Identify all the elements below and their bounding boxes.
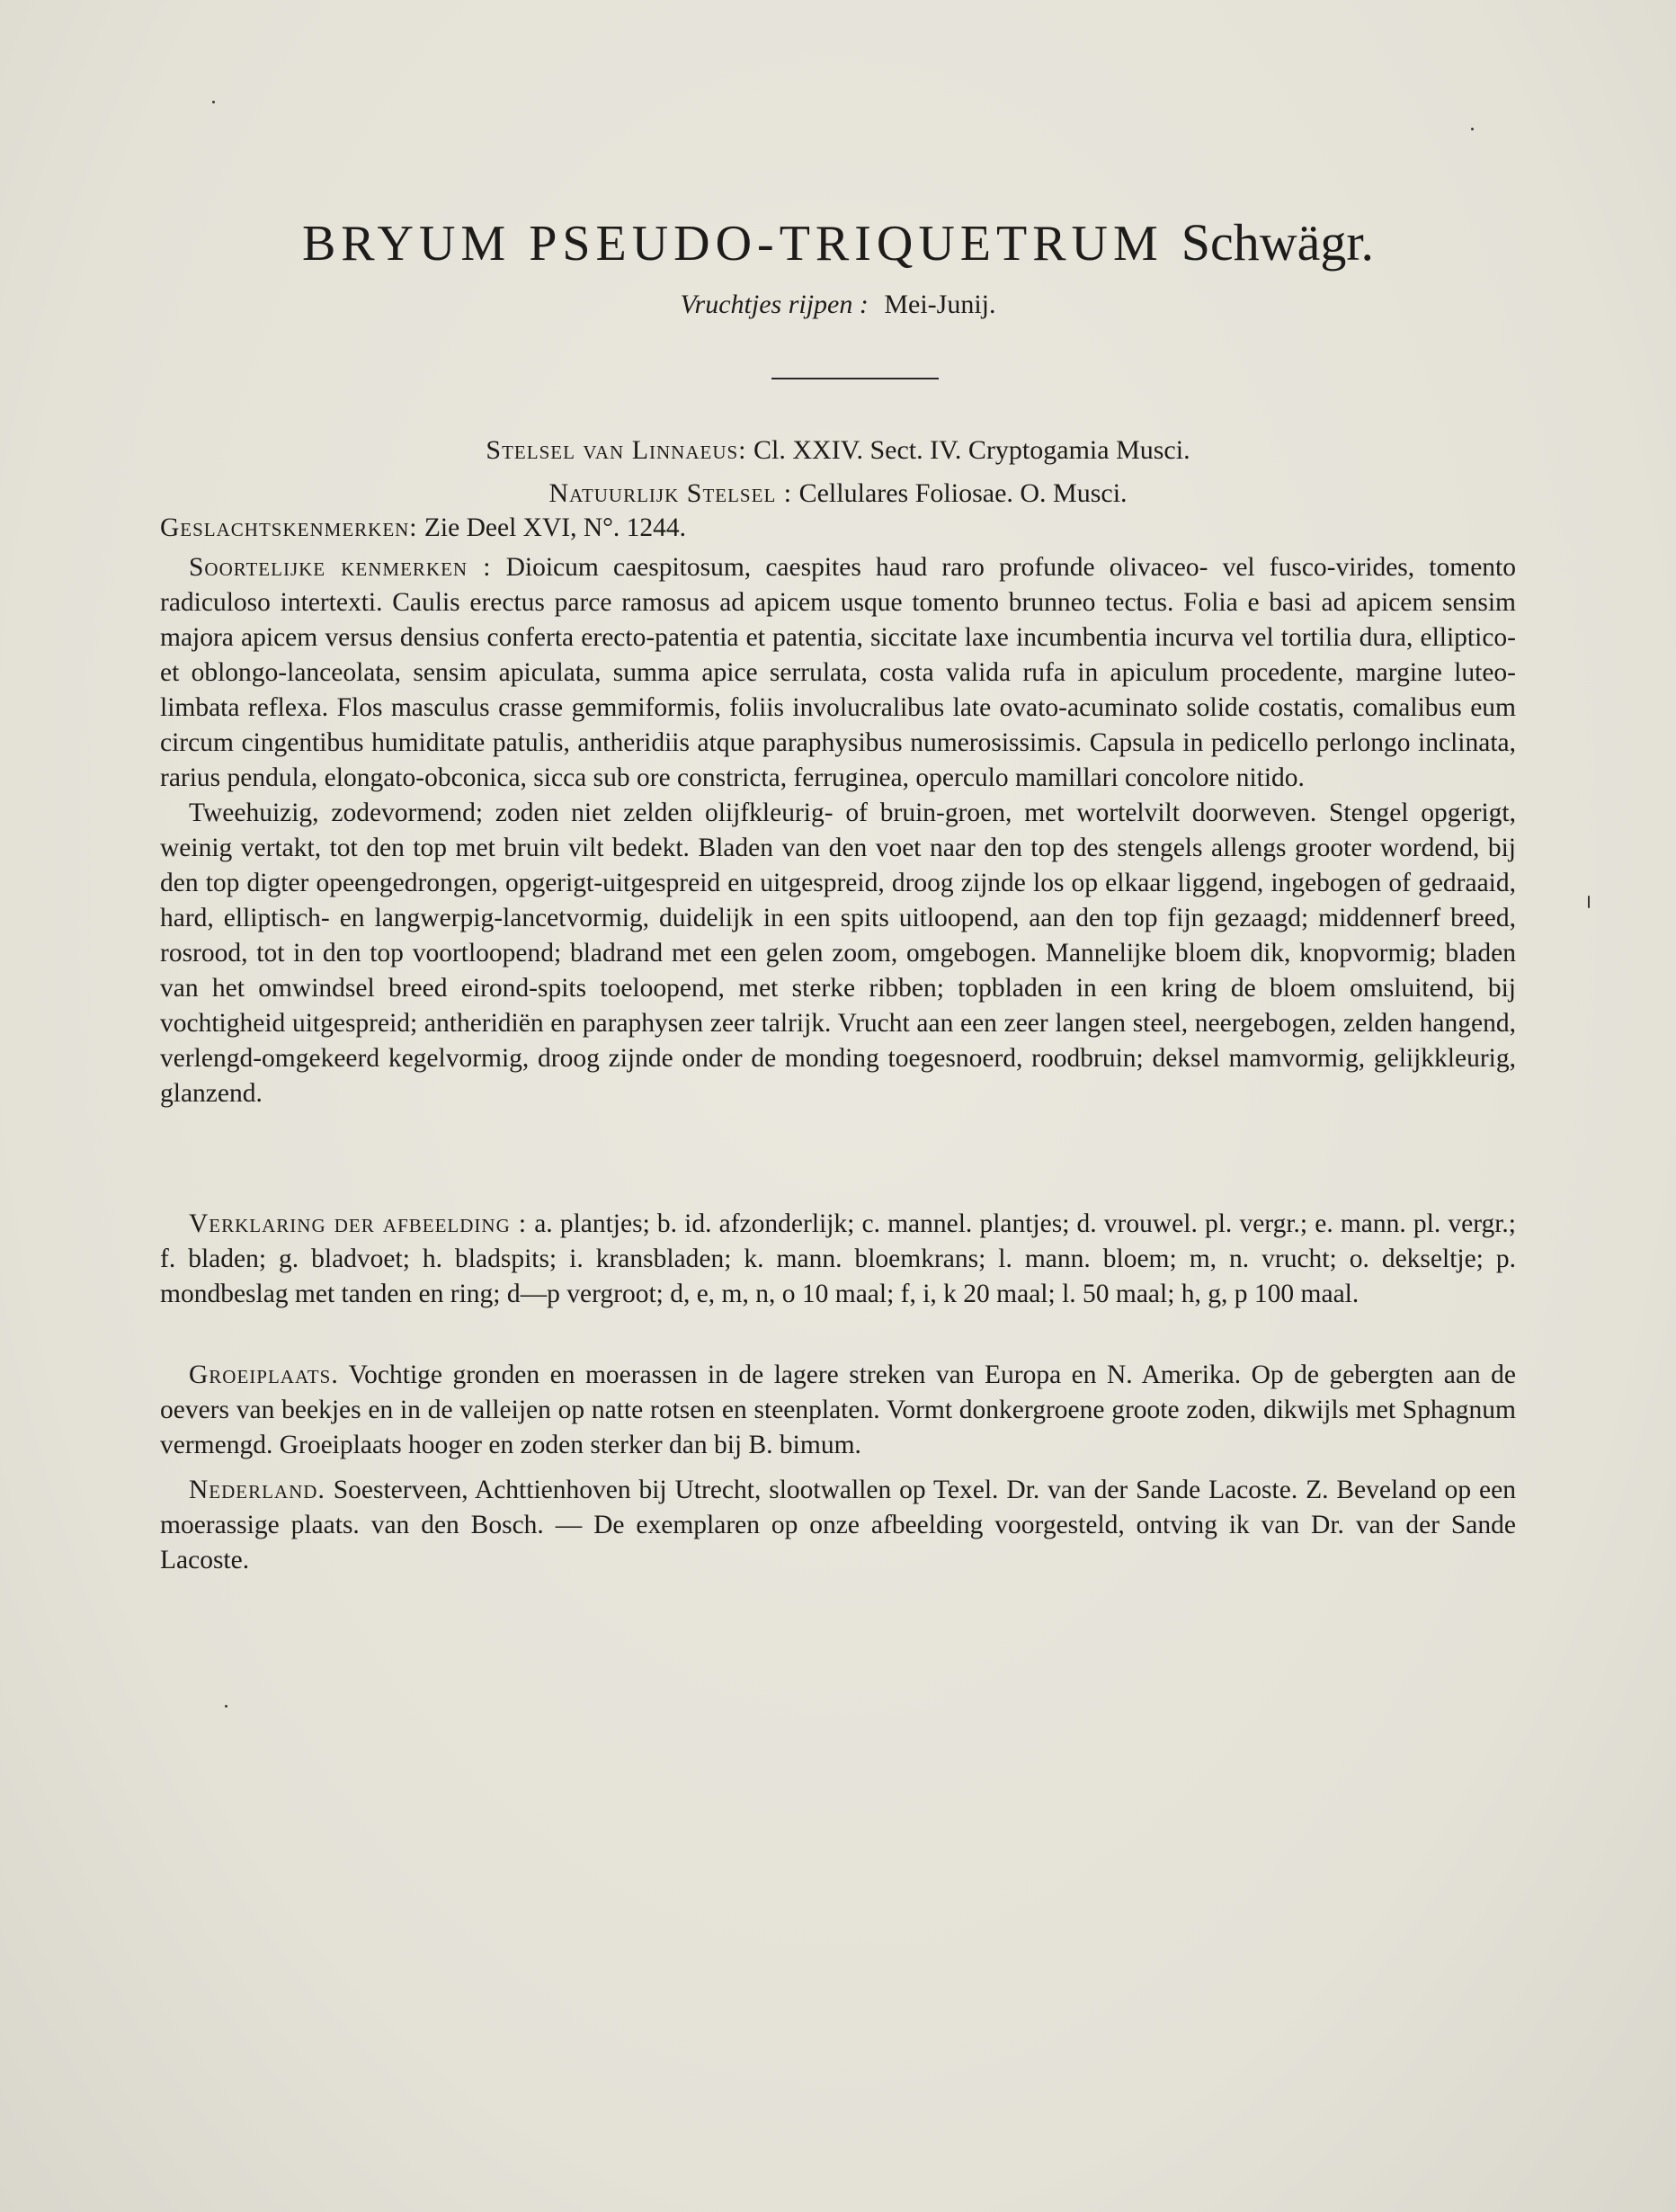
figure-text: a. plantjes; b. id. afzonderlijk; c. mannel. plantjes; d. vrouwel. pl. vergr.; e. mann. pl. vergr.; f. bladen; g. bladvoet; h. bladspits; i. kransbladen; k. mann. bloemkrans; l. mann. bloem; m, n. vrucht; o. dekseltje; p. mondbeslag met tanden en ring; d—p vergroot; d, e, m, n, o 10 maal; f, i, k 20 maal; l. 50 maal; h, g, p 100 maal. [160, 1209, 1517, 1308]
species-label: Soortelijke kenmerken : [189, 553, 492, 582]
natural-system-value: Cellulares Foliosae. O. Musci. [798, 478, 1128, 508]
figure-section [160, 1207, 1516, 1312]
habitat-text: Vochtige gronden en moerassen in de lagere streken van Europa en N. Amerika. Op de gebergten aan de oevers van beekjes en in de valleijen op natte rotsen en steenplaten. Vormt donkergroene groote zoden, dikwijls met Sphagnum vermengd. Groeiplaats hooger en zoden sterker dan bij B. bimum. [160, 1360, 1516, 1459]
netherlands-text: Soesterveen, Achttienhoven bij Utrecht, slootwallen op Texel. Dr. van der Sande Lacoste. Z. Beveland op een moerassige plaats. van den Bosch. — De exemplaren op onze afbeelding voorgesteld, ontving ik van Dr. van der Sande Lacoste. [160, 1476, 1516, 1574]
species-latin-text: Dioicum caespitosum, caespites haud raro profunde olivaceo- vel fusco-virides, tomento radiculoso intertexti. Caulis erectus parce ramosus ad apicem usque tomento brunneo tectus. Folia e basi ad apicem sensim majora apicem versus densius conferta erecto-patentia et patentia, siccitate laxe incumbentia incurva vel tortilia dura, elliptico- et oblongo-lanceolata, sensim apiculata, summa apice serrulata, costa valida rufa in apiculum procedente, margine luteo-limbata reflexa. Flos masculus crasse gemmiformis, foliis involucralibus late ovato-acuminato solide costatis, comalibus eum circum cingentibus humiditate patulis, antheridiis atque paraphysibus numerosissimis. Capsula in pedicello perlongo inclinata, rarius pendula, elongato-obconica, sicca sub ore constricta, ferruginea, operculo mamillari concolore nitido. [160, 553, 1516, 792]
figure-label: Verklaring der afbeelding : [189, 1209, 528, 1238]
genus-label: Geslachtskenmerken: [160, 513, 418, 542]
natural-system-line [0, 478, 1676, 509]
fruit-season-value: Mei-Junij. [884, 290, 996, 319]
genus-value: Zie Deel XVI, N°. 1244. [423, 513, 687, 542]
linnaeus-value: Cl. XXIV. Sect. IV. Cryptogamia Musci. [753, 435, 1190, 465]
page-title [0, 212, 1676, 272]
paper-mark [1588, 896, 1590, 908]
species-name: BRYUM PSEUDO-TRIQUETRUM [301, 216, 1163, 272]
fruit-season-label: Vruchtjes rijpen : [680, 290, 869, 319]
linnaeus-line [0, 435, 1676, 466]
species-author: Schwägr. [1181, 213, 1375, 272]
divider [771, 378, 939, 379]
netherlands-label: Nederland. [189, 1476, 325, 1504]
natural-system-label: Natuurlijk Stelsel : [548, 478, 793, 508]
linnaeus-label: Stelsel van Linnaeus: [486, 435, 747, 465]
paper-speck [225, 1705, 227, 1708]
figure-paragraph [160, 1207, 1516, 1312]
habitat-paragraph [160, 1358, 1516, 1463]
species-dutch-paragraph: Tweehuizig, zodevormend; zoden niet zelden olijfkleurig- of bruin-groen, met wortelvilt doorweven. Stengel opgerigt, weinig vertakt, tot den top met bruin vilt bedekt. Bladen van den voet naar den top des stengels allengs grooter wordend, bij den top digter opeengedrongen, opgerigt-uitgespreid en uitgespreid, droog zijnde los op elkaar liggend, ingebogen of gedraaid, hard, elliptisch- en langwerpig-lancetvormig, duidelijk in een spits uitloopend, aan den top fijn gezaagd; middennerf breed, rosrood, tot in den top voortloopend; bladrand met een gelen zoom, omgebogen. Mannelijke bloem dik, knopvormig; bladen van het omwindsel breed eirond-spits toeloopend, met sterke ribben; topbladen in een kring de bloem omsluitend, bij vochtigheid uitgespreid; antheridiën en paraphysen zeer talrijk. Vrucht aan een zeer langen steel, neergebogen, zelden hangend, verlengd-omgekeerd kegelvormig, droog zijnde onder de monding toegesnoerd, roodbruin; deksel mamvormig, gelijkkleurig, glanzend. [160, 798, 1516, 1108]
paper-speck [1471, 128, 1474, 130]
paper-speck [212, 101, 215, 103]
habitat-section [160, 1358, 1516, 1463]
genus-line [160, 511, 1516, 546]
habitat-label: Groeiplaats. [189, 1360, 339, 1389]
species-section [160, 550, 1516, 1111]
fruit-season [0, 290, 1676, 320]
species-latin-paragraph [160, 550, 1516, 796]
netherlands-paragraph [160, 1473, 1516, 1578]
netherlands-section [160, 1473, 1516, 1578]
